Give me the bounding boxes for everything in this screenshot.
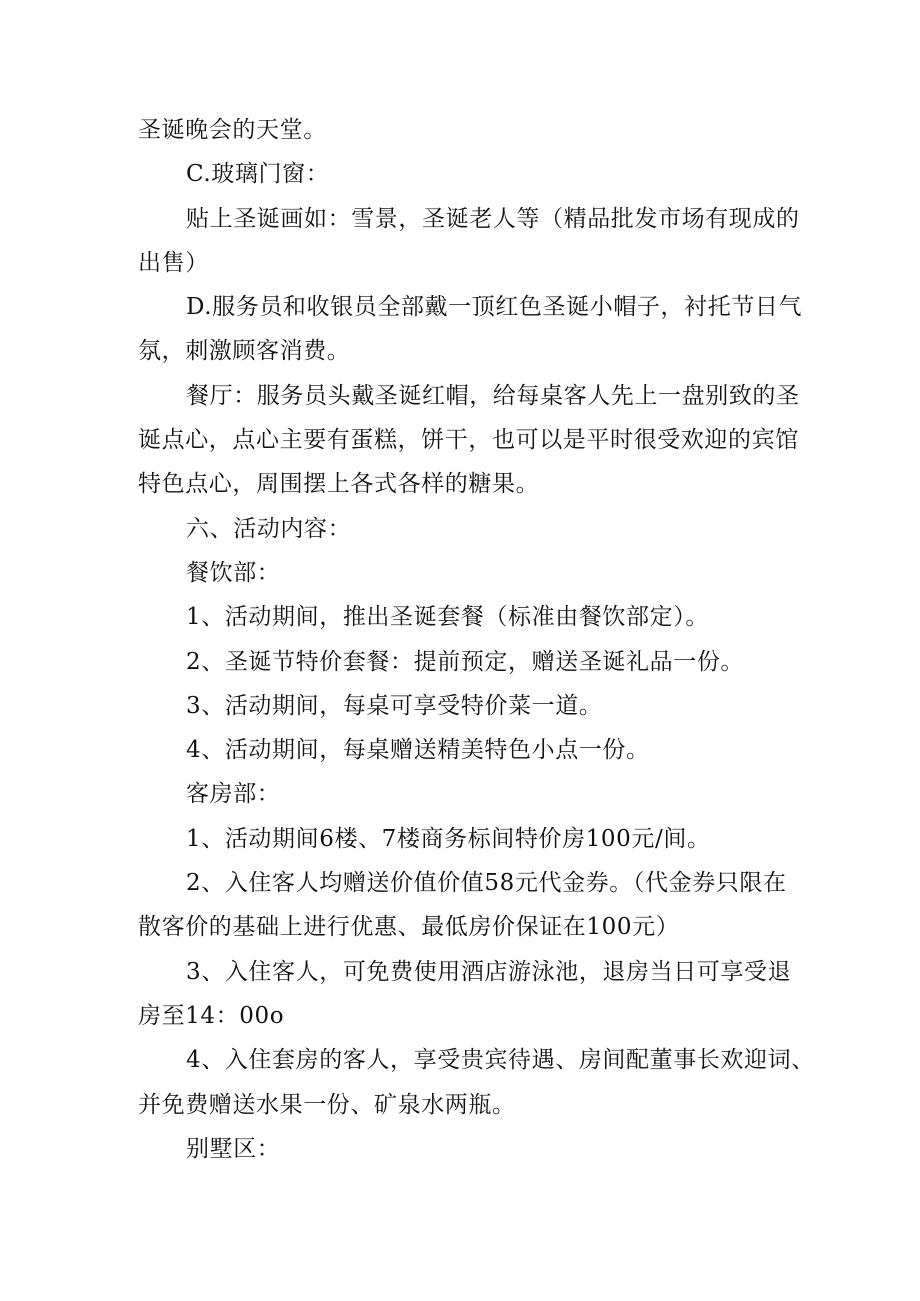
text-line: 散客价的基础上进行优惠、最低房价保证在100元） [138, 914, 680, 941]
text-line: 别墅区： [186, 1135, 281, 1162]
text-line: 1、活动期间6楼、7楼商务标间特价房100元/间。 [186, 825, 711, 852]
text-line: 并免费赠送水果一份、矿泉水两瓶。 [138, 1091, 516, 1118]
text-line: 3、入住客人，可免费使用酒店游泳池，退房当日可享受退 [186, 958, 792, 985]
text-line: 2、圣诞节特价套餐：提前预定，赠送圣诞礼品一份。 [186, 648, 745, 675]
text-line: 特色点心，周围摆上各式各样的糖果。 [138, 471, 540, 498]
text-line: 3、活动期间，每桌可享受特价菜一道。 [186, 692, 603, 719]
text-line: 1、活动期间，推出圣诞套餐（标准由餐饮部定）。 [186, 604, 709, 631]
text-line: 氛，刺激顾客消费。 [138, 338, 351, 365]
text-line: 4、活动期间，每桌赠送精美特色小点一份。 [186, 737, 650, 764]
document-body [138, 108, 815, 1171]
text-line: 出售） [138, 249, 209, 276]
text-line: 餐饮部： [186, 559, 281, 586]
text-line: 诞点心，点心主要有蛋糕，饼干，也可以是平时很受欢迎的宾馆 [138, 427, 799, 454]
text-line: 房至14：00o [138, 1002, 285, 1029]
text-line: D.服务员和收银员全部戴一顶红色圣诞小帽子，衬托节日气 [186, 294, 803, 321]
text-line: 六、活动内容： [186, 515, 352, 542]
text-line: 圣诞晚会的天堂。 [138, 117, 327, 143]
text-line: 餐厅：服务员头戴圣诞红帽，给每桌客人先上一盘别致的圣 [186, 382, 800, 409]
text-line: 4、入住套房的客人，享受贵宾待遇、房间配董事长欢迎词、 [186, 1047, 815, 1074]
text-line: C.玻璃门窗： [186, 161, 330, 188]
text-line: 贴上圣诞画如：雪景，圣诞老人等（精品批发市场有现成的 [186, 205, 800, 232]
text-line: 客房部： [186, 781, 281, 808]
text-line: 2、入住客人均赠送价值价值58元代金券。（代金券只限在 [186, 870, 787, 897]
